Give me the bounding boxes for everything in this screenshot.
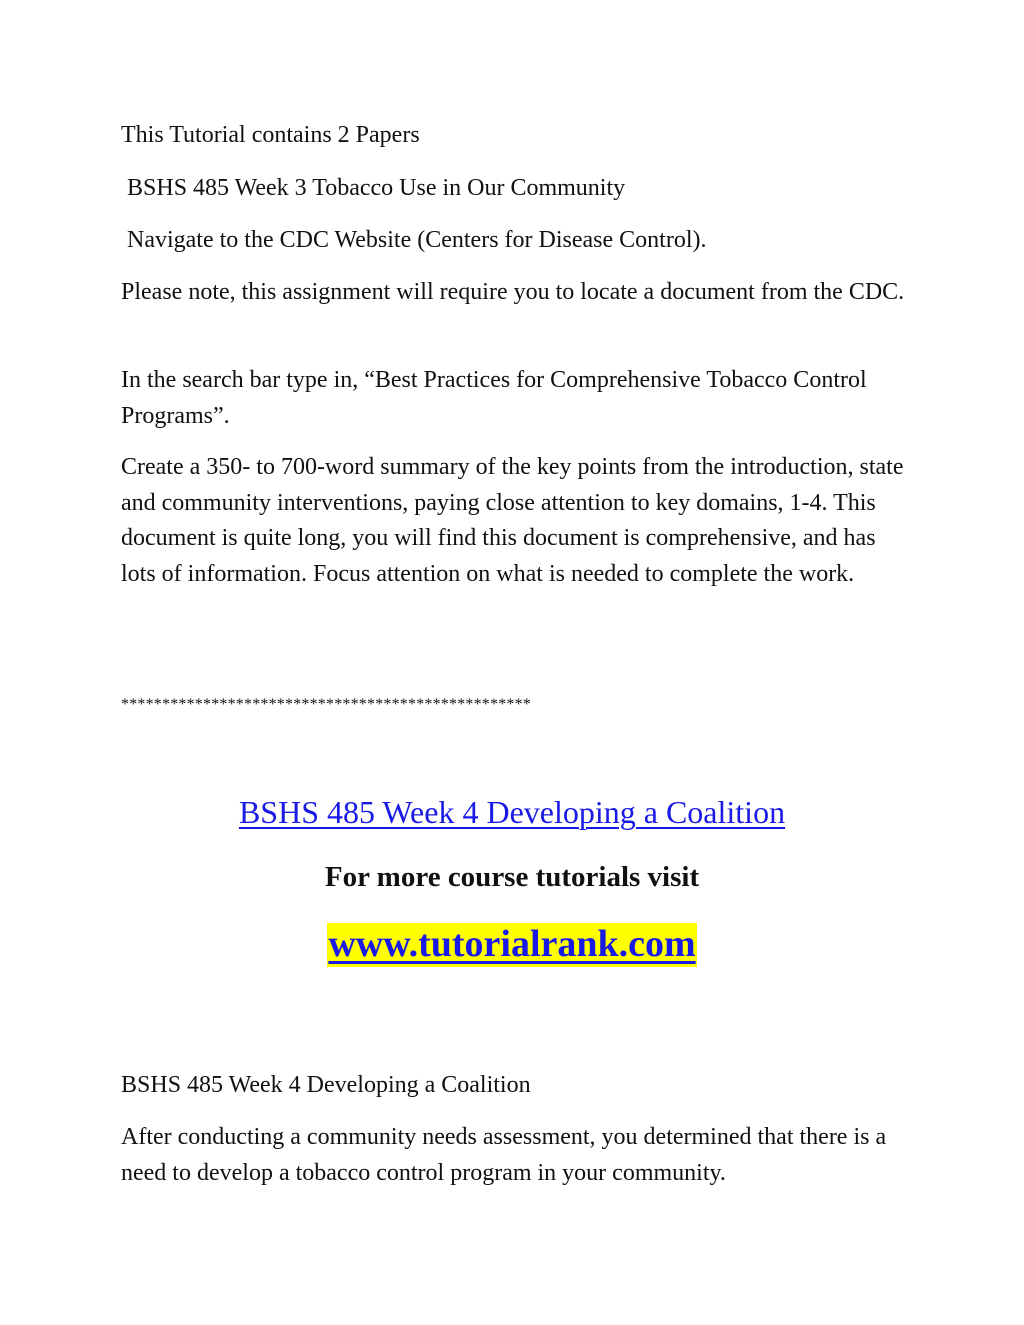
paper2-body-paragraph: After conducting a community needs assessment, you determined that there is a need to develop a tobacco control program in your community.: [121, 1124, 887, 1186]
visit-tutorials-text: For more course tutorials visit: [324, 861, 700, 893]
paper2-title: BSHS 485 Week 4 Developing a Coalition: [121, 1072, 531, 1098]
asterisk-separator: **************************************************: [121, 696, 531, 713]
tutorial-contains-text: This Tutorial contains 2 Papers: [121, 122, 420, 148]
navigate-instruction: Navigate to the CDC Website (Centers for Disease Control).: [121, 227, 707, 253]
search-instruction-paragraph: In the search bar type in, “Best Practices for Comprehensive Tobacco Control Programs”.: [121, 367, 867, 429]
assignment-instructions-paragraph: Create a 350- to 700-word summary of the key points from the introduction, state and community interventions, paying close attention to key domains, 1-4. This document is quite long, you will find this document is comprehensive, and has lots of information. Focus attention on what is needed to complete the work.: [121, 454, 904, 587]
url-container: [0, 920, 1024, 968]
note-paragraph: Please note, this assignment will require you to locate a document from the CDC.: [121, 279, 905, 305]
paper1-title: BSHS 485 Week 3 Tobacco Use in Our Community: [121, 175, 626, 201]
tutorialrank-url-link[interactable]: www.tutorialrank.com: [328, 923, 696, 965]
coalition-tutorial-link[interactable]: BSHS 485 Week 4 Developing a Coalition: [238, 794, 786, 830]
